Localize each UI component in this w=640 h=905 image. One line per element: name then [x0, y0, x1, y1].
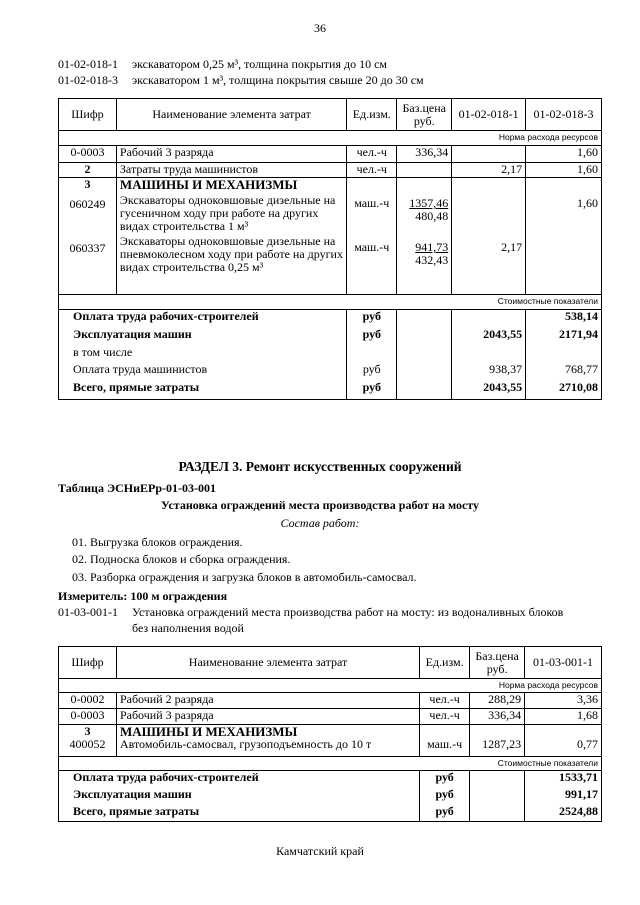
table-row: 0-0002 Рабочий 2 разряда чел.-ч 288,29 3,36	[59, 693, 602, 709]
cell-unit: маш.-ч маш.-ч	[347, 178, 397, 295]
cell-value: 2,17	[452, 163, 526, 178]
cost-row: Оплата труда рабочих-строителей руб 1533,71	[59, 771, 602, 788]
cost-row: Эксплуатация машин руб 2043,55 2171,94	[59, 328, 602, 346]
cost-row: Оплата труда машинистов руб 938,37 768,77	[59, 363, 602, 381]
cost-row: Оплата труда рабочих-строителей руб 538,14	[59, 310, 602, 328]
cell-value	[452, 146, 526, 163]
col-header: Баз.цена руб.	[470, 647, 525, 679]
resource-table-1	[58, 98, 602, 400]
section-title: РАЗДЕЛ 3. Ремонт искусственных сооружений	[178, 459, 462, 474]
cell-price: 1287,23	[470, 725, 525, 757]
code-desc: экскаватором 0,25 м³, толщина покрытия до 10 см	[132, 57, 387, 71]
col-header: Шифр	[59, 99, 117, 131]
code-id: 01-02-018-3	[58, 73, 118, 87]
table-row: 0-0003 Рабочий 3 разряда чел.-ч 336,34 1,68	[59, 709, 602, 725]
operation-item: 02. Подноска блоков и сборка ограждения.	[72, 552, 291, 566]
composition-label: Состав работ:	[280, 516, 360, 530]
cell-price	[397, 163, 452, 178]
cell-name: МАШИНЫ И МЕХАНИЗМЫ Экскаваторы одноковшовые дизельные на гусеничном ходу при работе на других видах строительства 1 м³ Экскаваторы одноковшовые дизельные на пневмоколесном ходу при работе на других видах строительства 0,25 м³	[116, 178, 346, 295]
work-desc: Установка ограждений места производства работ на мосту: из водоналивных блоков	[132, 605, 564, 619]
table-header-row	[59, 647, 602, 679]
resource-table-2	[58, 646, 602, 822]
table-header-row	[59, 99, 602, 131]
table-row	[59, 178, 602, 295]
table-label: Таблица ЭСНиЕРр-01-03-001	[58, 481, 217, 495]
cell-unit: чел.-ч	[347, 146, 397, 163]
col-header: Ед.изм.	[420, 647, 470, 679]
cell-value: 2,17	[452, 178, 526, 295]
code-line	[58, 73, 424, 88]
cell-value: 1,60	[526, 163, 602, 178]
work-code: 01-03-001-1	[58, 605, 118, 619]
cell-code: 3 060249 060337	[59, 178, 117, 295]
table-row	[59, 163, 602, 178]
cell-name: МАШИНЫ И МЕХАНИЗМЫ Автомобиль-самосвал, грузоподъемность до 10 т	[116, 725, 419, 757]
table-row	[59, 146, 602, 163]
code-line	[58, 57, 387, 72]
cost-row: в том числе	[59, 346, 602, 363]
cell-unit: маш.-ч	[420, 725, 470, 757]
cell-code: 0-0003	[59, 146, 117, 163]
col-header: Наименование элемента затрат	[116, 99, 346, 131]
norm-label: Норма расхода ресурсов	[59, 131, 602, 146]
cell-code: 2	[59, 163, 117, 178]
col-header: 01-02-018-3	[526, 99, 602, 131]
col-header: Ед.изм.	[347, 99, 397, 131]
col-header: 01-02-018-1	[452, 99, 526, 131]
col-header: Шифр	[59, 647, 117, 679]
cell-name: Рабочий 3 разряда	[116, 146, 346, 163]
operation-item: 03. Разборка ограждения и загрузка блоков в автомобиль-самосвал.	[72, 570, 417, 584]
col-header: Баз.цена руб.	[397, 99, 452, 131]
code-id: 01-02-018-1	[58, 57, 118, 71]
cell-unit: чел.-ч	[347, 163, 397, 178]
code-desc: экскаватором 1 м³, толщина покрытия свыше 20 до 30 см	[132, 73, 424, 87]
cell-value: 1,60	[526, 146, 602, 163]
cell-value: 1,60	[526, 178, 602, 295]
measure-unit: Измеритель: 100 м ограждения	[58, 589, 228, 603]
cell-price: 336,34	[397, 146, 452, 163]
col-header: Наименование элемента затрат	[116, 647, 419, 679]
page-number: 36	[314, 21, 326, 35]
cost-label: Стоимостные показатели	[59, 757, 602, 771]
page-footer: Камчатский край	[276, 844, 364, 858]
table-title: Установка ограждений места производства работ на мосту	[160, 498, 480, 512]
col-header: 01-03-001-1	[525, 647, 602, 679]
work-desc-cont: без наполнения водой	[132, 621, 244, 635]
cell-code: 3 400052	[59, 725, 117, 757]
cost-row: Всего, прямые затраты руб 2043,55 2710,08	[59, 381, 602, 400]
cell-price: 1357,46 480,48 941,73 432,43	[397, 178, 452, 295]
norm-label: Норма расхода ресурсов	[59, 679, 602, 693]
work-line	[58, 605, 563, 620]
cost-label: Стоимостные показатели	[59, 295, 602, 310]
cost-row: Всего, прямые затраты руб 2524,88	[59, 805, 602, 822]
table-row	[59, 725, 602, 757]
cell-value: 0,77	[525, 725, 602, 757]
cell-name: Затраты труда машинистов	[116, 163, 346, 178]
operation-item: 01. Выгрузка блоков ограждения.	[72, 535, 243, 549]
cost-row: Эксплуатация машин руб 991,17	[59, 788, 602, 805]
